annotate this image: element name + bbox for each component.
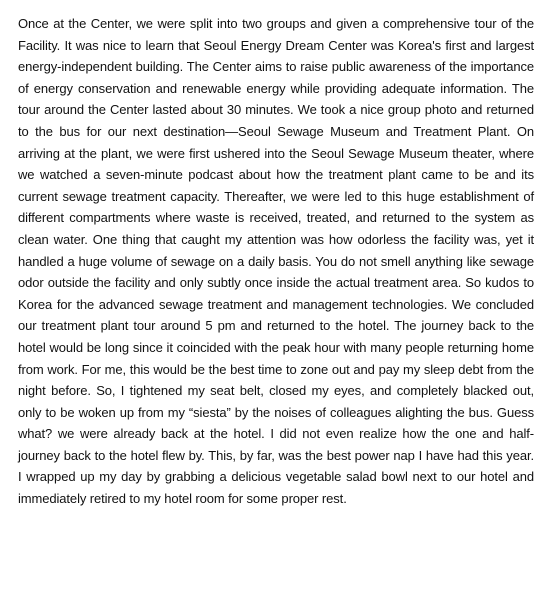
document-page bbox=[18, 13, 534, 510]
body-paragraph: Once at the Center, we were split into two groups and given a comprehensive tour of the Facility. It was nice to learn that Seoul Energy Dream Center was Korea's first and largest energy-independent building. The Center aims to raise public awareness of the importance of energy conservation and renewable energy while providing adequate information. The tour around the Center lasted about 30 minutes. We took a nice group photo and returned to the bus for our next destination—Seoul Sewage Museum and Treatment Plant. On arriving at the plant, we were first ushered into the Seoul Sewage Museum theater, where we watched a seven-minute podcast about how the treatment plant came to be and its current sewage treatment capacity. Thereafter, we were led to this huge establishment of different compartments where waste is received, treated, and returned to the system as clean water. One thing that caught my attention was how odorless the facility was, yet it handled a huge volume of sewage on a daily basis. You do not smell anything like sewage odor outside the facility and only subtly once inside the actual treatment area. So kudos to Korea for the advanced sewage treatment and management technologies. We concluded our treatment plant tour around 5 pm and returned to the hotel. The journey back to the hotel would be long since it coincided with the peak hour with many people returning home from work. For me, this would be the best time to zone out and pay my sleep debt from the night before. So, I tightened my seat belt, closed my eyes, and completely blacked out, only to be woken up from my “siesta” by the noises of colleagues alighting the bus. Guess what? we were already back at the hotel. I did not even realize how the one and half-journey back to the hotel flew by. This, by far, was the best power nap I have had this year. I wrapped up my day by grabbing a delicious vegetable salad bowl next to our hotel and immediately retired to my hotel room for some proper rest. bbox=[18, 16, 534, 507]
